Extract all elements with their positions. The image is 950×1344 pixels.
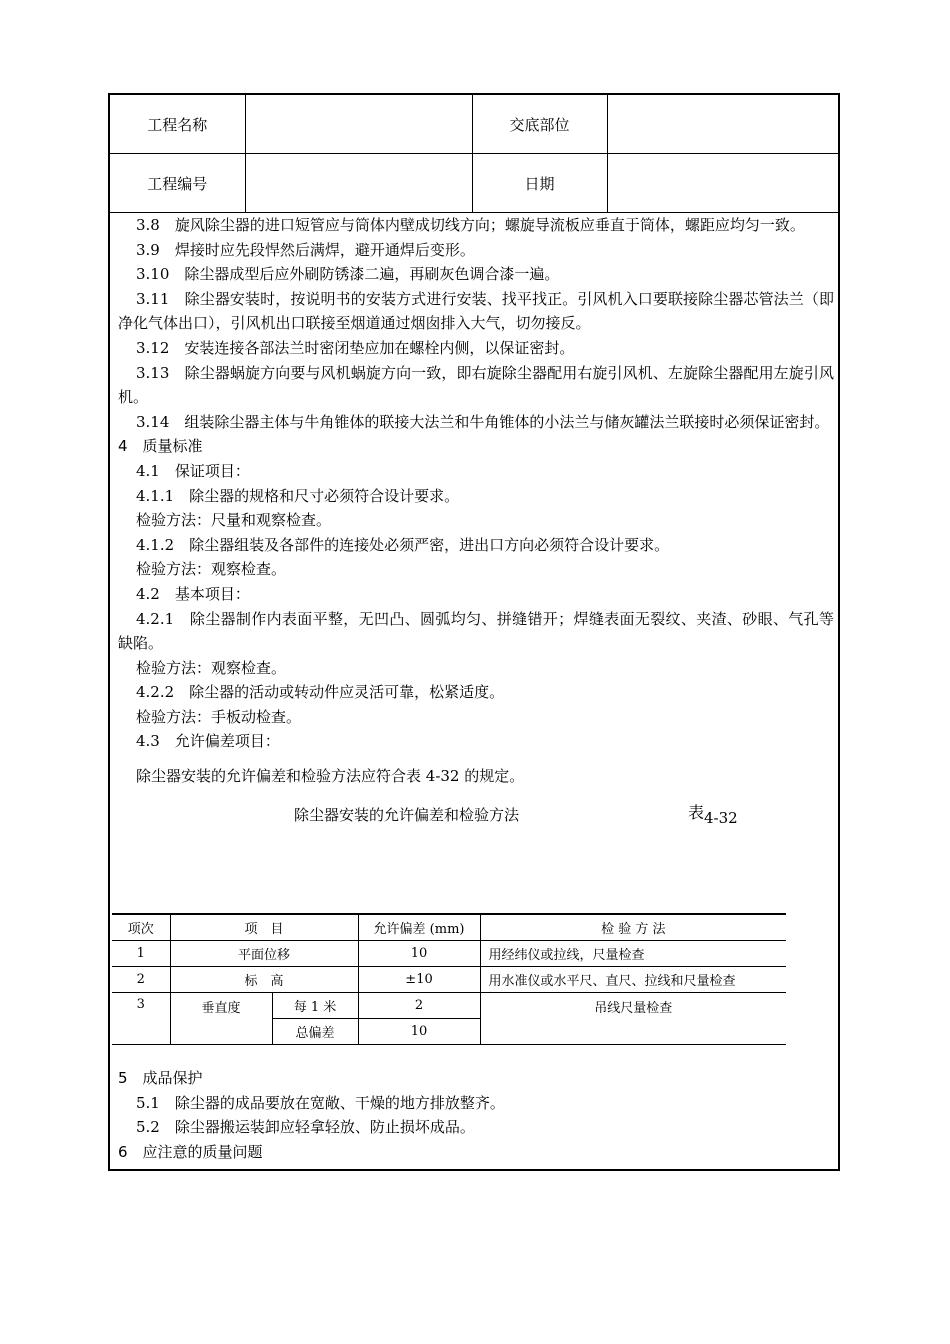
paragraph: 4.2 基本项目： xyxy=(136,584,250,603)
row-tolerance: 10 xyxy=(358,1019,480,1045)
tolerance-table xyxy=(112,913,786,1045)
row-no: 2 xyxy=(112,967,170,993)
document-body-tail xyxy=(118,1066,834,1164)
paragraph: 3.13 除尘器蜗旋方向要与风机蜗旋方向一致，即右旋除尘器配用右旋引风机、左旋除尘器配用左旋引风机。 xyxy=(118,363,834,407)
row-tolerance: 10 xyxy=(358,941,480,967)
paragraph: 3.14 组装除尘器主体与牛角锥体的联接大法兰和牛角锥体的小法兰与储灰罐法兰联接时必须保证密封。 xyxy=(136,412,830,431)
paragraph: 4.1.2 除尘器组装及各部件的连接处必须严密，进出口方向必须符合设计要求。 xyxy=(136,535,670,554)
table-number xyxy=(688,801,738,826)
paragraph: 检验方法：尺量和观察检查。 xyxy=(136,511,332,530)
date-value xyxy=(607,154,838,213)
row-no: 3 xyxy=(112,993,170,1045)
date-label: 日期 xyxy=(472,154,607,213)
paragraph: 4.1 保证项目： xyxy=(136,461,250,480)
col-header-item: 项 目 xyxy=(170,914,358,941)
section-heading: 4 质量标准 xyxy=(118,437,203,456)
row-method: 用水准仪或水平尺、直尺、拉线和尺量检查 xyxy=(480,967,786,993)
paragraph: 检验方法：观察检查。 xyxy=(136,658,287,677)
row-tolerance: ±10 xyxy=(358,967,480,993)
row-subitem: 每 1 米 xyxy=(272,993,358,1019)
table-caption xyxy=(118,801,834,845)
table-title: 除尘器安装的允许偏差和检验方法 xyxy=(294,805,520,824)
header-table xyxy=(110,95,838,213)
handover-part-label: 交底部位 xyxy=(472,95,607,154)
section-heading: 6 应注意的质量问题 xyxy=(118,1142,263,1161)
row-method: 用经纬仪或拉线，尺量检查 xyxy=(480,941,786,967)
col-header-method: 检 验 方 法 xyxy=(480,914,786,941)
paragraph: 3.11 除尘器安装时，按说明书的安装方式进行安装、找平找正。引风机入口要联接除尘器芯管法兰（即净化气体出口），引风机出口联接至烟道通过烟囱排入大气，切勿接反。 xyxy=(118,289,834,333)
project-name-label: 工程名称 xyxy=(110,95,245,154)
paragraph: 5.2 除尘器搬运装卸应轻拿轻放、防止损坏成品。 xyxy=(136,1118,475,1137)
table-number-value: 4-32 xyxy=(704,808,738,827)
paragraph: 3.12 安装连接各部法兰时密闭垫应加在螺栓内侧，以保证密封。 xyxy=(136,338,575,357)
project-name-value xyxy=(245,95,472,154)
col-header-tolerance: 允许偏差 (mm) xyxy=(358,914,480,941)
row-subitem: 总偏差 xyxy=(272,1019,358,1045)
paragraph: 检验方法：手板动检查。 xyxy=(136,707,302,726)
row-item: 垂直度 xyxy=(170,993,272,1045)
paragraph: 4.2.2 除尘器的活动或转动件应灵活可靠，松紧适度。 xyxy=(136,683,505,702)
row-no: 1 xyxy=(112,941,170,967)
paragraph: 5.1 除尘器的成品要放在宽敞、干燥的地方排放整齐。 xyxy=(136,1093,505,1112)
document-frame xyxy=(108,93,840,1171)
row-tolerance: 2 xyxy=(358,993,480,1019)
handover-part-value xyxy=(607,95,838,154)
paragraph: 4.3 允许偏差项目： xyxy=(136,732,280,751)
paragraph: 4.2.1 除尘器制作内表面平整，无凹凸、圆弧均匀、拼缝错开；焊缝表面无裂纹、夹渣、砂眼、气孔等缺陷。 xyxy=(118,609,834,653)
row-item: 标 高 xyxy=(170,967,358,993)
project-no-value xyxy=(245,154,472,213)
table-intro: 除尘器安装的允许偏差和检验方法应符合表 4-32 的规定。 xyxy=(136,767,525,786)
paragraph: 检验方法：观察检查。 xyxy=(136,560,287,579)
row-item: 平面位移 xyxy=(170,941,358,967)
section-heading: 5 成品保护 xyxy=(118,1069,203,1087)
col-header-no: 项次 xyxy=(112,914,170,941)
table-row xyxy=(112,967,786,993)
paragraph: 3.10 除尘器成型后应外刷防锈漆二遍，再刷灰色调合漆一遍。 xyxy=(136,265,560,284)
paragraph: 3.8 旋风除尘器的进口短管应与筒体内壁成切线方向；螺旋导流板应垂直于筒体，螺距应均匀一致。 xyxy=(136,216,805,234)
project-no-label: 工程编号 xyxy=(110,154,245,213)
table-row xyxy=(112,941,786,967)
row-method: 吊线尺量检查 xyxy=(480,993,786,1045)
table-row xyxy=(112,993,786,1019)
paragraph: 3.9 焊接时应先段悍然后满焊，避开通焊后变形。 xyxy=(136,240,475,259)
table-number-prefix: 表 xyxy=(688,802,705,822)
paragraph: 4.1.1 除尘器的规格和尺寸必须符合设计要求。 xyxy=(136,486,460,505)
document-body xyxy=(118,213,834,845)
